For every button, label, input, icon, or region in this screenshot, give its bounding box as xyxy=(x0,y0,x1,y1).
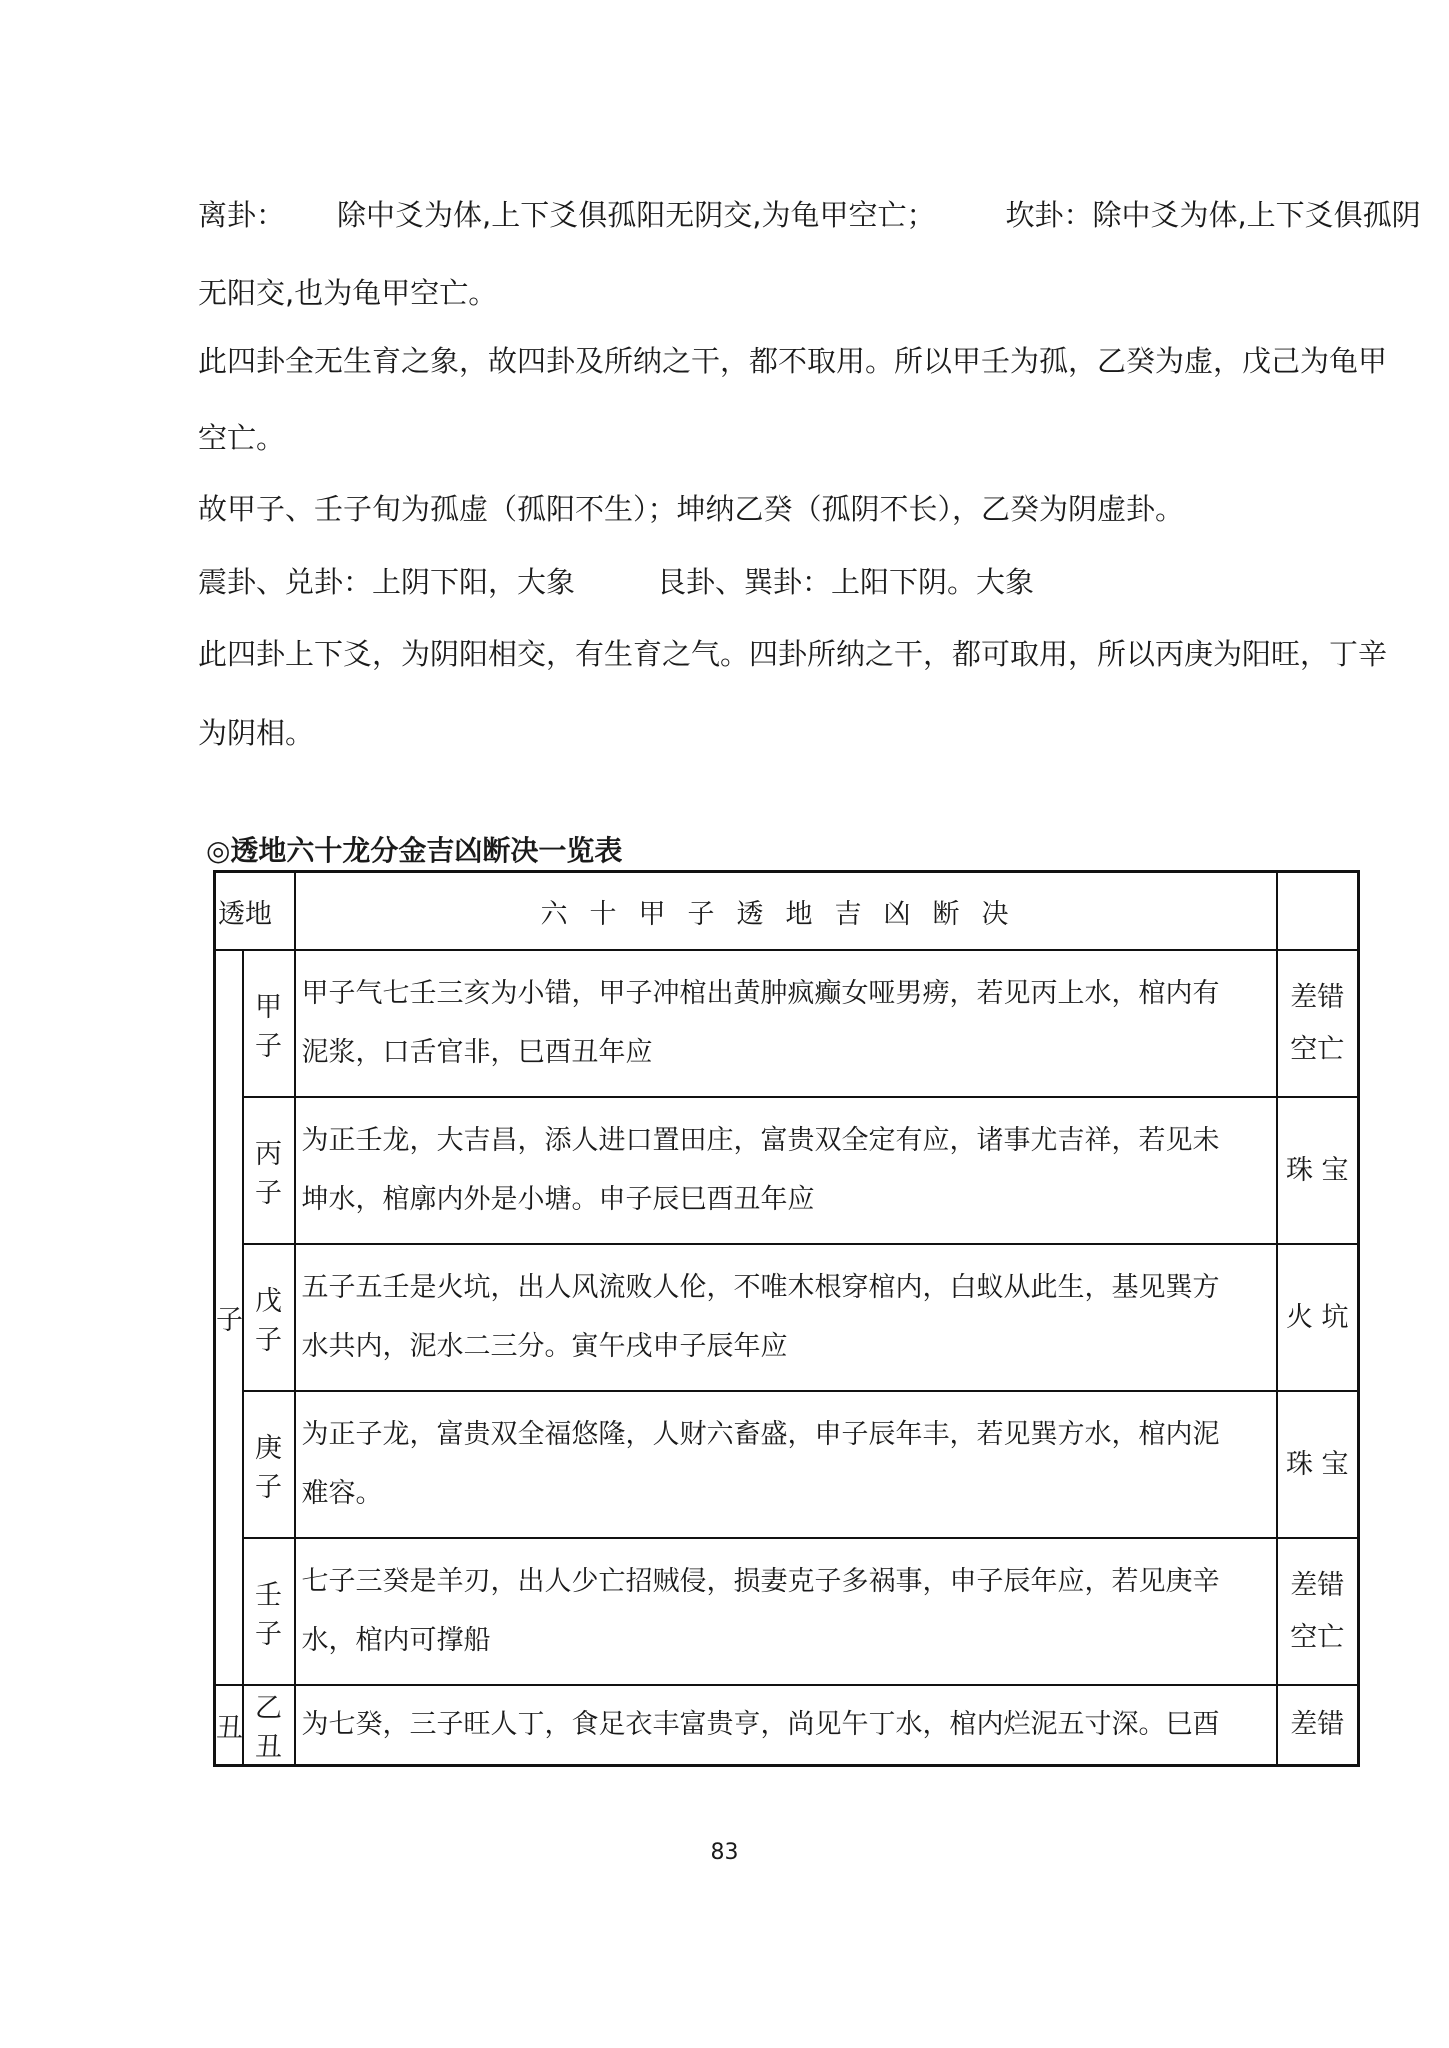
paragraph-line-6 xyxy=(198,565,1034,600)
paragraph-line-2: 无阳交,也为龟甲空亡。 xyxy=(198,276,498,310)
table-row xyxy=(215,1244,1359,1391)
table-header-row xyxy=(215,872,1359,951)
header-cell-toudi: 透地 xyxy=(215,872,295,951)
li-gua-label: 离卦： xyxy=(198,198,286,232)
row-name-cell: 甲子 xyxy=(243,950,295,1097)
row-text-cell: 为正子龙，富贵双全福悠隆，人财六畜盛，申子辰年丰，若见巽方水，棺内泥 难容。 xyxy=(295,1391,1277,1538)
paragraph-line-5: 故甲子、壬子旬为孤虚（孤阳不生）；坤纳乙癸（孤阴不长），乙癸为阴虚卦。 xyxy=(198,492,1185,526)
paragraph-line-4: 空亡。 xyxy=(198,421,286,455)
header-cell-result xyxy=(1277,872,1359,951)
row-name-cell: 庚子 xyxy=(243,1391,295,1538)
kan-gua-text: 坎卦：除中爻为体,上下爻俱孤阴 xyxy=(1005,198,1421,232)
row-text-cell: 甲子气七壬三亥为小错，甲子冲棺出黄肿疯癫女哑男痨，若见丙上水，棺内有 泥浆，口舌官非，巳酉丑年应 xyxy=(295,950,1277,1097)
row-result-cell: 珠 宝 xyxy=(1277,1391,1359,1538)
paragraph-line-1 xyxy=(198,198,1421,233)
table-row xyxy=(215,1097,1359,1244)
page-number: 83 xyxy=(710,1840,739,1865)
group-cell-zi: 子 xyxy=(215,950,243,1685)
row-name-cell: 戊子 xyxy=(243,1244,295,1391)
row-text-cell: 五子五壬是火坑，出人风流败人伦，不唯木根穿棺内，白蚁从此生，基见巽方 水共内，泥水二三分。寅午戌申子辰年应 xyxy=(295,1244,1277,1391)
paragraph-line-8: 为阴相。 xyxy=(198,716,315,750)
section-title: ◎透地六十龙分金吉凶断决一览表 xyxy=(206,834,623,867)
group-cell-chou: 丑 xyxy=(215,1685,243,1766)
row-text-cell: 七子三癸是羊刃，出人少亡招贼侵，损妻克子多祸事，申子辰年应，若见庚辛 水，棺内可撑船 xyxy=(295,1538,1277,1685)
table-row xyxy=(215,1391,1359,1538)
zhen-dui-text: 震卦、兑卦：上阴下阳，大象 xyxy=(198,565,576,599)
row-result-cell: 火 坑 xyxy=(1277,1244,1359,1391)
row-result-cell: 差错 空亡 xyxy=(1277,950,1359,1097)
row-result-cell: 差错 空亡 xyxy=(1277,1538,1359,1685)
table-row xyxy=(215,1538,1359,1685)
row-result-cell: 珠 宝 xyxy=(1277,1097,1359,1244)
row-result-cell: 差错 xyxy=(1277,1685,1359,1766)
gen-xun-text: 艮卦、巽卦：上阳下阴。大象 xyxy=(657,565,1035,599)
row-text-cell: 为正壬龙，大吉昌，添人进口置田庄，富贵双全定有应，诸事尤吉祥，若见未 坤水，棺廓内外是小塘。申子辰巳酉丑年应 xyxy=(295,1097,1277,1244)
judgement-table xyxy=(213,870,1360,1767)
table-row xyxy=(215,1685,1359,1766)
row-name-cell: 丙子 xyxy=(243,1097,295,1244)
row-name-cell: 壬子 xyxy=(243,1538,295,1685)
header-cell-title: 六十甲子透地吉凶断决 xyxy=(295,872,1277,951)
paragraph-line-3: 此四卦全无生育之象，故四卦及所纳之干，都不取用。所以甲壬为孤，乙癸为虚，戊己为龟甲 xyxy=(198,344,1388,378)
row-text-cell: 为七癸，三子旺人丁，食足衣丰富贵亨，尚见午丁水，棺内烂泥五寸深。巳酉 xyxy=(295,1685,1277,1766)
paragraph-line-7: 此四卦上下爻，为阴阳相交，有生育之气。四卦所纳之干，都可取用，所以丙庚为阳旺，丁辛 xyxy=(198,637,1388,671)
li-gua-text: 除中爻为体,上下爻俱孤阳无阴交,为龟甲空亡； xyxy=(337,198,936,232)
table-row xyxy=(215,950,1359,1097)
row-name-cell: 乙丑 xyxy=(243,1685,295,1766)
